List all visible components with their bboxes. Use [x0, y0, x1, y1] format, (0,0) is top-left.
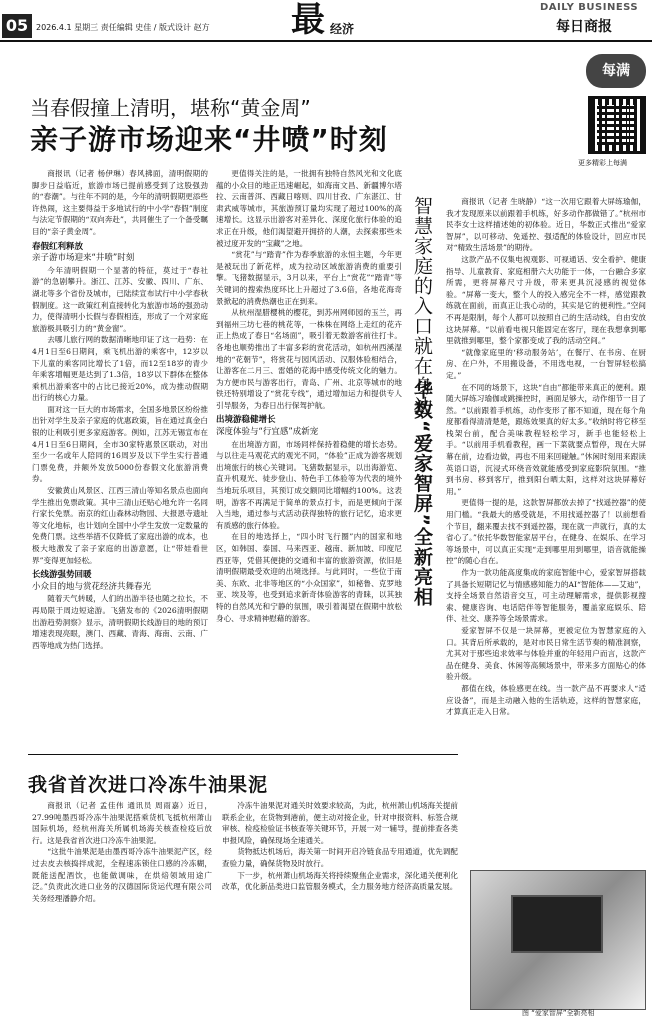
masthead	[0, 0, 652, 42]
story3-paragraph: 商报讯（记者 孟佳伟 通讯员 周雨嘉）近日，27.99吨墨西哥冷冻牛油果泥搭乘货机飞抵杭州萧山国际机场，经杭州海关所属机场海关核查检疫后放行。这是我省首次进口冷冻牛油果泥。	[32, 801, 212, 845]
brand-name: 每日商报	[556, 19, 612, 35]
story2-paragraph: 这款产品不仅集电视观影、可视通话、安全看护、健康指导、儿童教育、家庭相册六大功能于一体，一台融合多家所需，更将屏幕尺寸升级，带来更具沉浸感的视觉体验。“屏幕一变大，整个人的投入感完全不一样，感觉跟教练就在面前，而真正让我心动的，其实是它的便利性。”空间不再是限制，每个人都可以按照自己的生活动线，自由安放这块屏幕。“以前看电视只能固定在客厅，现在我想拿到哪里就推到哪里，整个家都变成了我的活动空间。”	[446, 254, 646, 346]
story1-kicker: 当春假撞上清明，堪称“黄金周”	[30, 96, 311, 120]
story1-paragraph: 随着天气转暖，人们的出游半径也随之拉长，不再局限于周边短途游。飞猪发布的《2026清明假期出游趋势洞察》显示，清明假期长线游目的地的预订增速表现亮眼，澳门、西藏、青海、海南、云南、广西等地成为热门选择。	[32, 594, 208, 650]
brand-logo: 每满	[586, 54, 646, 88]
story3-paragraph: “这批牛油果泥是由墨西哥冷冻牛油果泥产区，经过去皮去核捣拌成泥，全程速冻锁住口感的冷冻糊，既能送配酒饮，也能做调味，在烘焙领域用途广泛。”负责此次进口业务的汉德国际货运代理有限公司关务经理潘静介绍。	[32, 847, 212, 903]
page-number: 05	[2, 14, 32, 38]
story3-headline: 我省首次进口冷冻牛油果泥	[28, 774, 269, 796]
qr-code-icon[interactable]	[588, 96, 646, 154]
story2-paragraph: 爱家智屏不仅是一块屏幕，更被定位为智慧家庭的入口。其背后所承载的，是对市民日常生活节奏的精准洞察，尤其对于那些追求效率与体验并重的年轻用户而言，这款产品在健身、美食、休闲等高频场景中，带来多方面贴心的体验升级。	[446, 625, 646, 682]
section-big-char: 最	[291, 0, 325, 40]
story1-column-b	[216, 168, 402, 746]
story1-subhead-1: 春假红利释放	[32, 241, 84, 252]
story2-paragraph: “就像家庭里的‘移动服务站’，在餐厅、在书房、在厨房、在户外，不用搬设备，不用选电视，一台智屏轻松搞定。”	[446, 347, 646, 380]
story1-subhead-2b: 小众目的地与赏花经济共舞春光	[32, 581, 152, 592]
story1-subhead-3b: 深度体验与“行宜感”成新宠	[216, 427, 319, 438]
story1-subhead-3: 出境游稳健增长	[216, 415, 276, 426]
story1-paragraph: 更值得关注的是，一批拥有独特自然风光和文化底蕴的小众目的地正迅速崛起，如海南文昌、新疆博尔塔拉、云南普洱、西藏日喀则、四川甘孜、广东湛江、甘肃武威等城市，其旅游预订量均实现了超过100%的高速增长。这显示出游客对差异化、深度化旅行体验的追求正在升级，他们渴望避开拥挤的人潮，去探索那些未被过度开发的“宝藏”之地。	[216, 169, 402, 248]
story1-subhead-1b: 亲子游市场迎来“井喷”时刻	[32, 253, 135, 264]
story1-paragraph: “赏花”与“踏青”作为春季旅游的永恒主题，今年更是被玩出了新花样，成为拉动区域旅游消费的重要引擎。飞猪数据显示，3月以来，平台上“赏花”“踏青”等关键词的搜索热度环比上升超过了3.6倍，各地花海奇景掀起的消费热潮也正在到来。	[216, 250, 402, 306]
story1-paragraph: 去哪儿旅行网的数据清晰地印证了这一趋势：在4月1日至6日期间，乘飞机出游的乘客中，12岁以下儿童的乘客同比增长了1倍，而12至18岁的青少年乘客增幅更是达到了1.3倍，18岁以下群体在整体乘机出游乘客中的占比已接近20%，成为推动假期出行的核心力量。	[32, 335, 208, 403]
story2-headline-vertical: 华数“爱家智屏”全新亮相	[411, 380, 433, 607]
section-name: 经济	[330, 22, 355, 36]
story2-kicker-vertical: 智慧家庭的入口就在身边	[411, 196, 433, 416]
story1-paragraph: 在目的地选择上，“四小时飞行圈”内的国家和地区，如韩国、泰国、马来西亚、越南、新加坡、印度尼西亚等，凭借其便捷的交通和丰富的旅游资源，依旧是清明假期最受欢迎的出境选择。与此同时，一些位于南美、东欧、北非等地区的“小众国家”，如秘鲁、克罗地亚、埃及等，也受到追求新奇体验游客的青睐，以其独特的自然风光和宁静的氛围，吸引着渴望在假期中放松身心、寻求精神慰藉的游客。	[216, 532, 402, 623]
story1-paragraph: 在出境游方面，市场同样保持着稳健的增长态势。与以往走马观花式的观光不同，“体验”正成为游客规划出境旅行的核心关键词。飞猪数据显示，以出海游览、直升机观光、徒步登山、特色手工体验等为代表的境外当地玩乐项目，其预订成交额同比增幅约100%。这表明，游客不再满足于简单的景点打卡，而是更倾向于深入当地，通过参与式活动获得独特的旅行记忆，追求更有质感的旅行体验。	[216, 439, 402, 530]
masthead-rule	[0, 40, 652, 42]
story3-column-a	[32, 800, 212, 1016]
story2-paragraph: 在不同的场景下，这块“自由”都能带来真正的便利。跟随大屏练习瑜伽或跳操控时，画面足够大，动作细节一目了然。“以前跟着手机练，动作变形了都不知道，现在每个角度都看得清清楚楚，跟练效果真的好太多。”收纳时将它移至栈架台前，配合美味教程轻松学习，新手也能轻松上手。“以前用手机看教程，画一下菜就要点暂停，现在大屏幕在前，边看边做，再也不用来回碰触。”休闲时刻用来跟读英语口语，沉浸式环绕音效就能感受到家庭影院氛围。“推到书房、移到客厅，推到阳台晒太阳，这样对这块屏幕好用。”	[446, 382, 646, 496]
story2-body	[446, 196, 646, 866]
photo-caption: 图 “爱家智屏”全新亮相	[522, 1009, 595, 1017]
smart-screen-photo	[470, 870, 646, 1010]
story3-column-b	[222, 800, 458, 1016]
story1-paragraph: 今年清明假期一个显著的特征，莫过于“春社游”的急剧攀升。浙江、江苏、安徽、四川、广东、湖北等多个省份及城市，已陆续宣布试行中小学春秋假制度。这一政策红利直接转化为旅游市场的强劲动力，使得清明小长假与春假相连，形成了一个对家庭旅游极具吸引力的“黄金窗”。	[32, 265, 208, 333]
story1-lead: 商报讯（记者 杨伊琳）春风拂面，清明假期的脚步日益临近，旅游市场已提前感受到了这股强劲的“春潮”。与往年不同的是，今年的清明假期更添些许热闹，这主要得益于多地试行的中小学“春假”制度与法定节假期的“双向奔赴”，共同催生了一个备受瞩目的“亲子黄金周”。	[32, 169, 208, 236]
story1-subhead-2: 长线游强势回暖	[32, 570, 92, 581]
story1-headline: 亲子游市场迎来“井喷”时刻	[30, 123, 388, 156]
story2-paragraph: 商报讯（记者 生晓静）“这一次用它跟着大屏练瑜伽，我才发现原来以前跟着手机练，好多动作都做错了。”杭州市民李女士这样描述她的初体验。近日，华数正式推出“爱家智屏”，以可移动、免遥控、强适配的体验设计，回应市民对“精致生活场景”的期待。	[446, 197, 646, 253]
story2-paragraph: 作为一款功能高度集成的家庭智能中心，爱家智屏搭载了具备长短期记忆与情感感知能力的AI“智能体——艾迪”，支持全场景自然语音交互，可主动理解需求，提供影视搜索、健康咨询、电话陪伴等智能服务，覆盖家庭娱乐、陪伴、社交、康养等全场景需求。	[446, 568, 646, 624]
story1-paragraph: 从杭州湿腊樱桃的樱花，到苏州网师园的玉兰，再到福州三坊七巷的桃花等，一株株在网络上走红的花卉正上热成了春日“名场面”，吸引着无数游客前往打卡。各地也顺势推出了丰富多彩的赏花活动，如杭州西溪湿地的“花朝节”，将赏花与园风活动、汉服体验相结合，让游客在二月三、雷婚的花海中感受传统文化的魅力。为方便市民与游客出行，青岛、广州、北京等城市的地铁还特别增设了“赏花专线”，通过增加运力和提供专人引导服务，为春日出行保驾护航。	[216, 308, 402, 410]
story2-paragraph: 都值在线，体验感更在线。当一款产品不再要求人“适应设备”，而是主动融入他的生活轨迹，这样的智慧家庭，才算真正走入日常。	[446, 683, 646, 717]
section-divider	[28, 754, 458, 755]
story1-column-a	[32, 168, 208, 746]
story1-paragraph: 安徽黄山风景区、江西三清山等知名景点也面向学生推出免票政策。其中三清山还贴心地允许一名同行家长免票。南京的红山森林动物园、大报恩寺遗址等文化地标，也计划向全国中小学生发放一定数量的免费门票。这些举措不仅降低了家庭出游的成本，也极大地激发了亲子家庭的出游意愿，让“带娃看世界”变得更加轻松。	[32, 486, 208, 565]
story3-paragraph: 下一步，杭州萧山机场海关将持续聚焦企业需求，深化通关便利化改革，优化新品类进口监管服务模式，全力服务地方经济高质量发展。	[222, 870, 458, 892]
story3-paragraph: 货物抵达机场后，海关第一时间开启冷链食品专用通道，优先调配查验力量，确保货物及时放行。	[222, 847, 458, 868]
story1-paragraph: 面对这一巨大的市场需求，全国多地景区纷纷推出针对学生及亲子家庭的优惠政策，旨在通过真金白银的让利吸引更多家庭游客。例如，江苏无锡宣布在4月1日至6日期间，全市30家特惠景区联动，对出至少一名或年人陪同的16周岁及以下学生实行普通门票免费，并额外发放5000份春假文化旅游消费券。	[32, 404, 208, 484]
qr-caption: 更多精彩上每满	[578, 159, 627, 167]
tv-screen-image	[511, 895, 603, 953]
story2-paragraph: 更值得一提的是，这款智屏都放去掉了“找遥控器”的使用门槛。“我最大的感受就是，不用找遥控器了！以前想看个节目，翻来覆去找不到遥控器，现在就一声就行，真的太省心了。”依托华数智能家居平台，在健身、在娱乐、在学习等场景中，可以真正实现“走到哪里用到哪里，语音就能操控”的随心自在。	[446, 498, 646, 566]
story3-paragraph: 冷冻牛油果泥对通关时效要求较高，为此，杭州萧山机场海关提前联系企业，在货物到港前，便主动对接企业，针对申报资料、标签合规审核、检疫检验证书核查等关键环节，开展一对一辅导，提前排查各类申报风险，确保现场全速通关。	[222, 801, 458, 845]
daily-business: DAILY BUSINESS	[540, 2, 639, 13]
issue-meta: 2026.4.1 星期三 责任编辑 史佳 / 版式设计 赵方	[36, 23, 210, 32]
